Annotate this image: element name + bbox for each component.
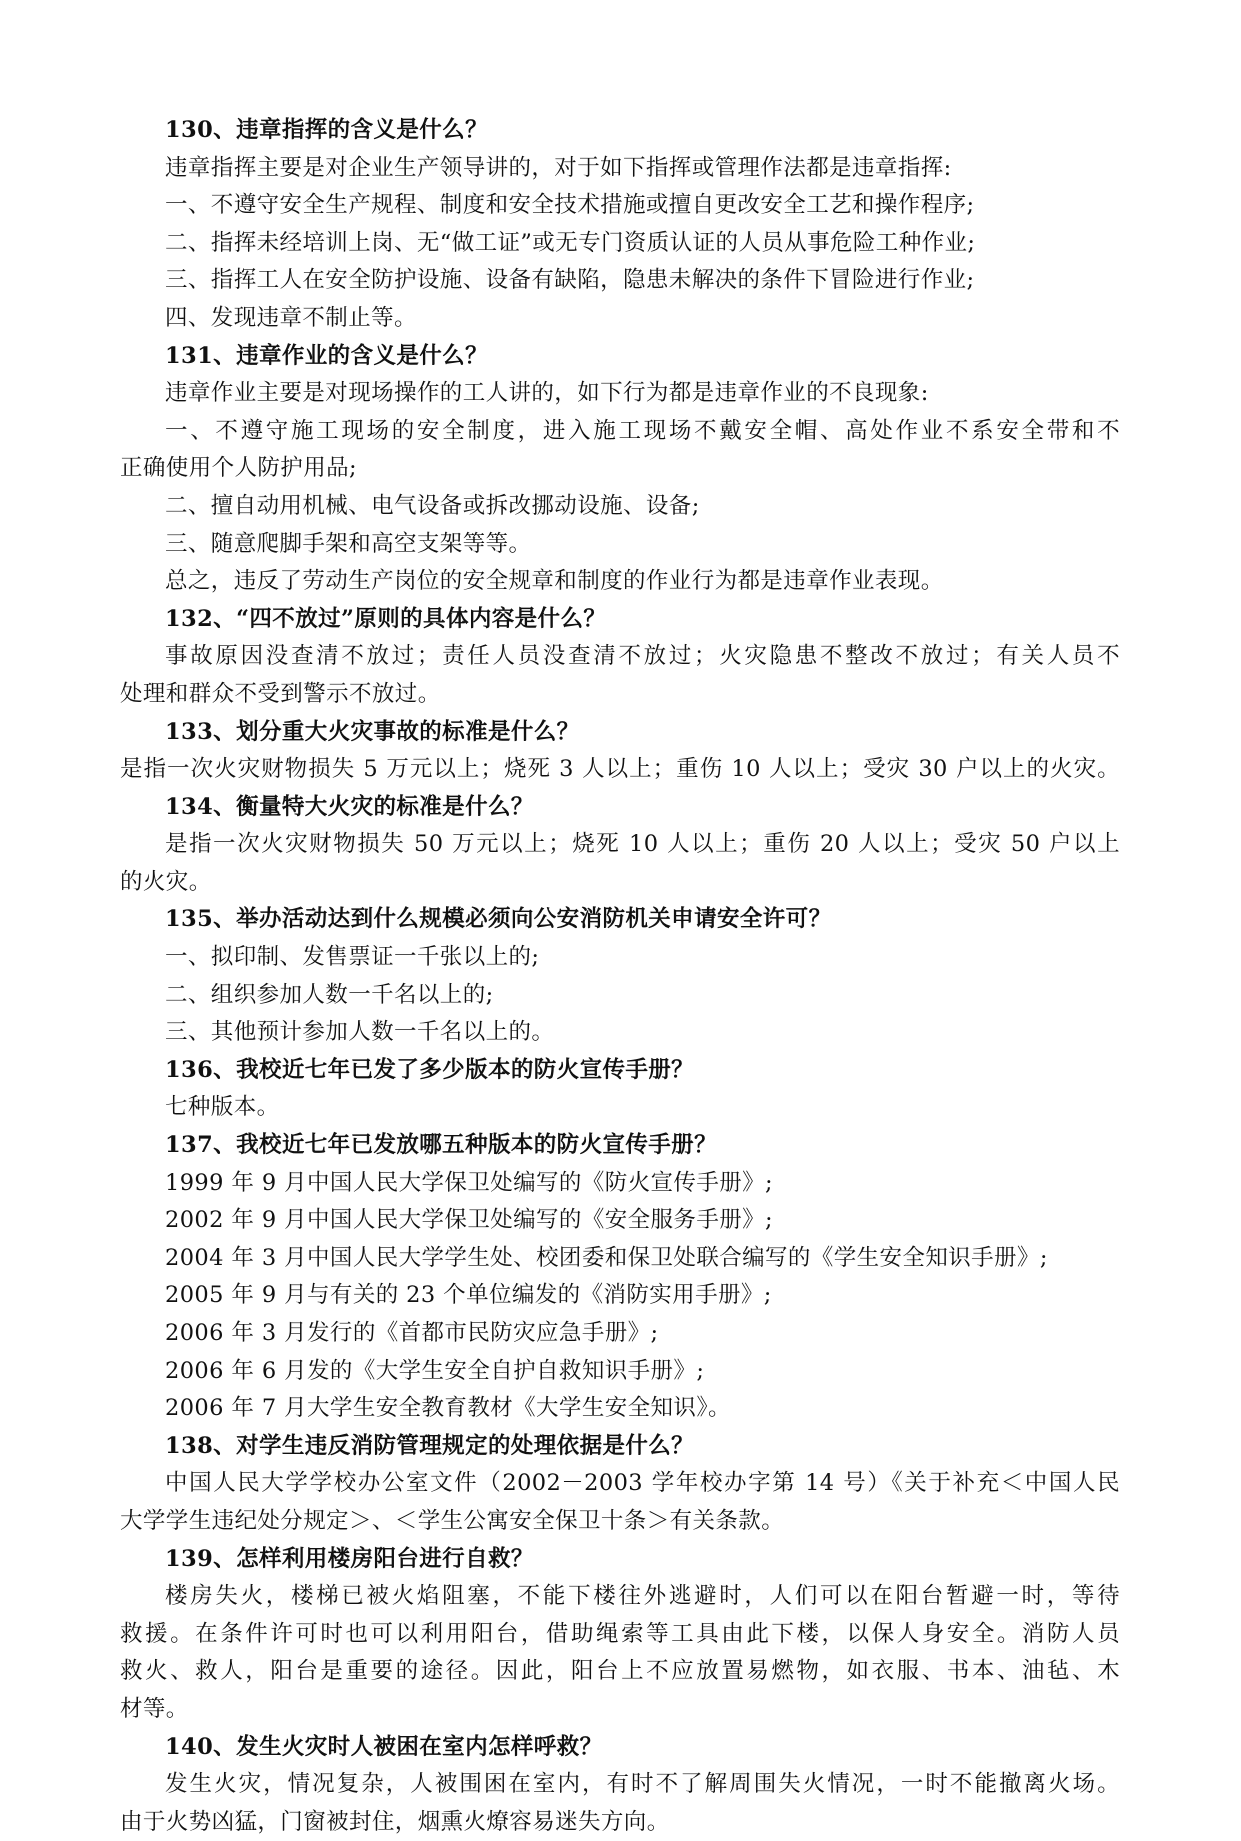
paragraph-line: 2006 年 3 月发行的《首都市民防灾应急手册》; xyxy=(165,1320,659,1346)
paragraph-line: 违章指挥主要是对企业生产领导讲的，对于如下指挥或管理作法都是违章指挥: xyxy=(165,154,952,181)
paragraph-line: 2004 年 3 月中国人民大学学生处、校团委和保卫处联合编写的《学生安全知识手册》; xyxy=(165,1244,1048,1271)
paragraph-line: 二、组织参加人数一千名以上的; xyxy=(165,981,494,1008)
paragraph-line: 一、不遵守安全生产规程、制度和安全技术措施或擅自更改安全工艺和操作程序; xyxy=(165,192,975,219)
paragraph-line: 一、拟印制、发售票证一千张以上的; xyxy=(165,944,540,971)
paragraph-line: 楼房失火，楼梯已被火焰阻塞，不能下楼往外逃避时，人们可以在阳台暂避一时，等待 xyxy=(165,1583,1120,1610)
paragraph-line: 一、不遵守施工现场的安全制度，进入施工现场不戴安全帽、高处作业不系安全带和不 xyxy=(165,417,1120,444)
paragraph-line: 2006 年 6 月发的《大学生安全自护自救知识手册》; xyxy=(165,1357,705,1384)
paragraph-continuation-line: 由于火势凶猛，门窗被封住，烟熏火燎容易迷失方向。 xyxy=(120,1808,670,1835)
question-heading: 137、我校近七年已发放哪五种版本的防火宣传手册？ xyxy=(165,1132,717,1159)
question-heading: 136、我校近七年已发了多少版本的防火宣传手册？ xyxy=(165,1056,695,1083)
paragraph-continuation-line: 处理和群众不受到警示不放过。 xyxy=(120,680,441,707)
paragraph-line: 2005 年 9 月与有关的 23 个单位编发的《消防实用手册》; xyxy=(165,1282,772,1309)
paragraph-line: 是指一次火灾财物损失 50 万元以上；烧死 10 人以上；重伤 20 人以上；受灾 50 户以上 xyxy=(165,831,1120,858)
paragraph-continuation-line: 正确使用个人防护用品; xyxy=(120,455,357,482)
question-heading: 130、违章指挥的含义是什么？ xyxy=(165,117,488,143)
question-heading: 132、“四不放过”原则的具体内容是什么？ xyxy=(165,605,607,632)
question-heading: 131、违章作业的含义是什么？ xyxy=(165,342,488,369)
paragraph-line: 三、其他预计参加人数一千名以上的。 xyxy=(165,1019,555,1046)
question-heading: 133、划分重大火灾事故的标准是什么？ xyxy=(165,718,580,745)
paragraph-continuation-line: 大学学生违纪处分规定＞、＜学生公寓安全保卫十条＞有关条款。 xyxy=(120,1507,785,1534)
paragraph-line: 事故原因没查清不放过；责任人员没查清不放过；火灾隐患不整改不放过；有关人员不 xyxy=(165,643,1120,670)
paragraph-line: 四、发现违章不制止等。 xyxy=(165,304,417,331)
paragraph-continuation-line: 救援。在条件许可时也可以利用阳台，借助绳索等工具由此下楼，以保人身安全。消防人员 xyxy=(120,1620,1120,1647)
paragraph-line: 三、随意爬脚手架和高空支架等等。 xyxy=(165,530,532,557)
question-heading: 134、衡量特大火灾的标准是什么？ xyxy=(165,793,534,820)
paragraph-line: 七种版本。 xyxy=(165,1094,280,1121)
paragraph-continuation-line: 救火、救人，阳台是重要的途径。因此，阳台上不应放置易燃物，如衣服、书本、油毡、木 xyxy=(120,1658,1120,1685)
paragraph-line: 2002 年 9 月中国人民大学保卫处编写的《安全服务手册》; xyxy=(165,1207,774,1234)
paragraph-line: 1999 年 9 月中国人民大学保卫处编写的《防火宣传手册》; xyxy=(165,1169,774,1196)
paragraph-line: 总之，违反了劳动生产岗位的安全规章和制度的作业行为都是违章作业表现。 xyxy=(165,568,944,595)
question-heading: 140、发生火灾时人被困在室内怎样呼救？ xyxy=(165,1733,603,1760)
paragraph-continuation-line: 材等。 xyxy=(120,1695,189,1722)
paragraph-continuation-line: 的火灾。 xyxy=(120,868,212,895)
document-page xyxy=(120,112,1120,1841)
paragraph-line: 2006 年 7 月大学生安全教育教材《大学生安全知识》。 xyxy=(165,1395,731,1422)
question-heading: 135、举办活动达到什么规模必须向公安消防机关申请安全许可？ xyxy=(165,906,832,933)
paragraph-line: 二、指挥未经培训上岗、无“做工证”或无专门资质认证的人员从事危险工种作业; xyxy=(165,229,976,256)
paragraph-line: 三、指挥工人在安全防护设施、设备有缺陷，隐患未解决的条件下冒险进行作业; xyxy=(165,267,975,294)
question-heading: 138、对学生违反消防管理规定的处理依据是什么？ xyxy=(165,1432,695,1459)
paragraph-line: 发生火灾，情况复杂，人被围困在室内，有时不了解周围失火情况，一时不能撤离火场。 xyxy=(165,1771,1120,1798)
paragraph-line: 违章作业主要是对现场操作的工人讲的，如下行为都是违章作业的不良现象: xyxy=(165,380,929,407)
paragraph-line: 二、擅自动用机械、电气设备或拆改挪动设施、设备; xyxy=(165,492,700,519)
paragraph-continuation-line: 是指一次火灾财物损失 5 万元以上；烧死 3 人以上；重伤 10 人以上；受灾 30 户以上的火灾。 xyxy=(120,756,1120,783)
paragraph-line: 中国人民大学学校办公室文件（2002－2003 学年校办字第 14 号）《关于补充＜中国人民 xyxy=(165,1470,1120,1497)
question-heading: 139、怎样利用楼房阳台进行自救？ xyxy=(165,1545,534,1572)
